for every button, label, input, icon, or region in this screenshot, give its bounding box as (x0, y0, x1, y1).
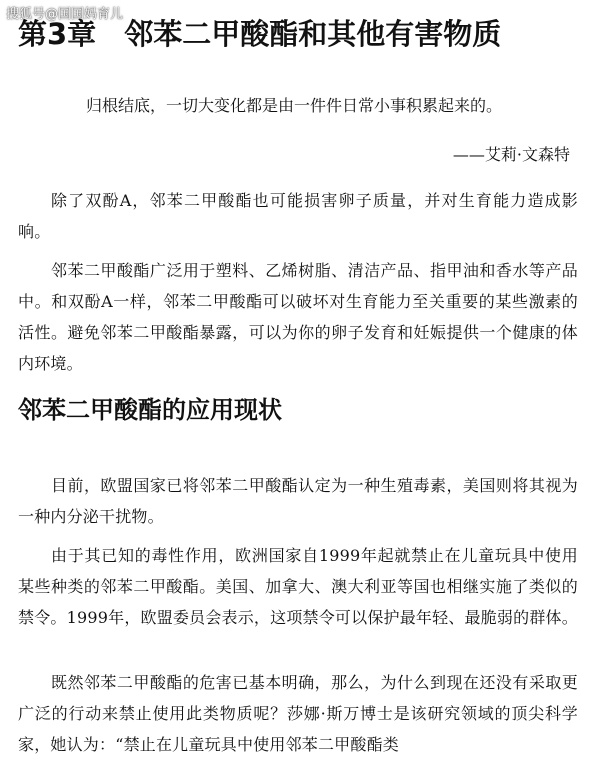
chapter-number: 第3章 (18, 17, 97, 51)
body-paragraph: 除了双酚A，邻苯二甲酸酯也可能损害卵子质量，并对生育能力造成影响。 (18, 191, 578, 241)
epigraph-attribution: ——艾莉·文森特 (452, 145, 570, 164)
body-paragraph: 既然邻苯二甲酸酯的危害已基本明确，那么，为什么到现在还没有采取更广泛的行动来禁止使用此类物质呢？莎娜·斯万博士是该研究领域的顶尖科学家，她认为：“禁止在儿童玩具中使用邻苯二甲酸酯类 (18, 673, 578, 754)
epigraph-quote: 归根结底，一切大变化都是由一件件日常小事积累起来的。 (86, 96, 503, 115)
body-paragraph: 由于其已知的毒性作用，欧洲国家自1999年起就禁止在儿童玩具中使用某些种类的邻苯二甲酸酯。美国、加拿大、澳大利亚等国也相继实施了类似的禁令。1999年，欧盟委员会表示，这项禁令可以保护最年轻、最脆弱的群体。 (18, 546, 578, 627)
body-paragraph: 目前，欧盟国家已将邻苯二甲酸酯认定为一种生殖毒素，美国则将其视为一种内分泌干扰物。 (18, 476, 578, 526)
chapter-title-text: 邻苯二甲酸酯和其他有害物质 (124, 17, 502, 51)
body-paragraph: 邻苯二甲酸酯广泛用于塑料、乙烯树脂、清洁产品、指甲油和香水等产品中。和双酚A一样，邻苯二甲酸酯可以破坏对生育能力至关重要的某些激素的活性。避免邻苯二甲酸酯暴露，可以为你的卵子发育和妊娠提供一个健康的体内环境。 (18, 261, 578, 373)
source-watermark: 搜狐号@国国妈育儿 (6, 7, 124, 22)
section-heading: 邻苯二甲酸酯的应用现状 (18, 396, 282, 424)
